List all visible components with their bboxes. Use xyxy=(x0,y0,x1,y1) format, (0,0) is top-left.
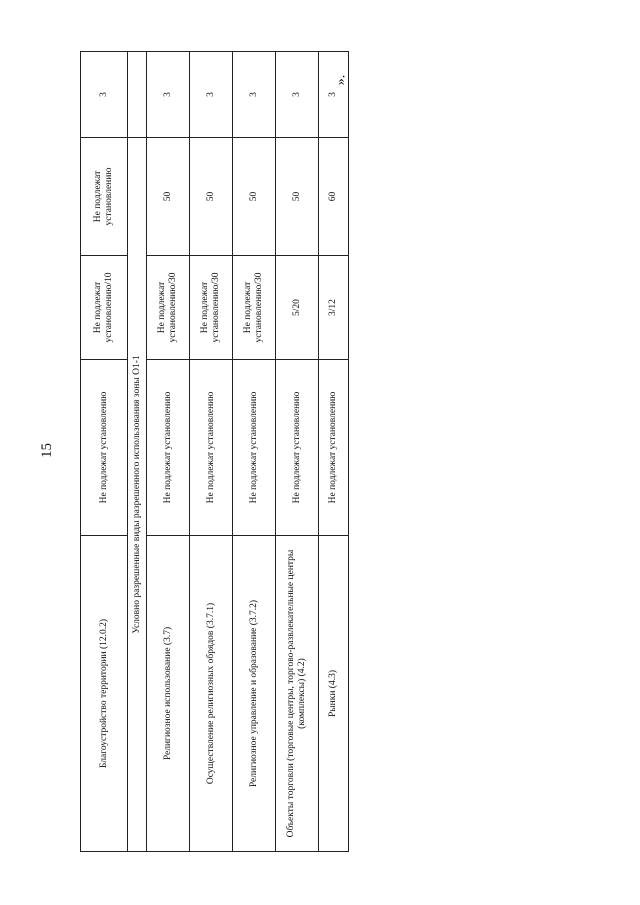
table-cell-use-type: Осуществление религиозных обрядов (3.7.1) xyxy=(190,536,233,852)
rotated-table-frame xyxy=(80,52,339,852)
section-header-row xyxy=(128,52,147,852)
table-cell-empty xyxy=(128,52,147,138)
table-cell-use-type: Благоустройство территории (12.0.2) xyxy=(81,536,128,852)
zoning-regulations-table xyxy=(80,51,349,852)
table-cell-use-type: Объекты торговли (торговые центры, торгово-развлекательные центры (комплексы) (4.2) xyxy=(276,536,319,852)
table-cell: 50 xyxy=(190,138,233,256)
table-cell: Не подлежат установлению/30 xyxy=(147,256,190,360)
page-number: 15 xyxy=(39,443,55,458)
table-cell: Не подлежат установлению xyxy=(81,138,128,256)
table-row xyxy=(190,52,233,852)
table-cell: 3 xyxy=(147,52,190,138)
table-cell: 3 xyxy=(319,52,349,138)
table-cell-use-type: Религиозное управление и образование (3.7.2) xyxy=(233,536,276,852)
table-cell: 3 xyxy=(276,52,319,138)
table-cell: Не подлежат установлению xyxy=(81,360,128,536)
table-cell: 60 xyxy=(319,138,349,256)
table-cell-use-type: Религиозное использование (3.7) xyxy=(147,536,190,852)
table-cell: Не подлежат установлению xyxy=(190,360,233,536)
closing-quote-mark: ». xyxy=(333,74,349,86)
table-cell-use-type: Рынки (4.3) xyxy=(319,536,349,852)
table-row xyxy=(319,52,349,852)
table-row xyxy=(81,52,128,852)
table-cell: 5/20 xyxy=(276,256,319,360)
table-row xyxy=(147,52,190,852)
table-cell: Не подлежат установлению/30 xyxy=(190,256,233,360)
table-cell: Не подлежат установлению xyxy=(319,360,349,536)
table-cell: Не подлежат установлению/10 xyxy=(81,256,128,360)
table-row xyxy=(233,52,276,852)
table-cell: 3/12 xyxy=(319,256,349,360)
table-cell: 50 xyxy=(276,138,319,256)
section-header: Условно разрешенные виды разрешенного использования зоны О1-1 xyxy=(128,138,147,852)
table-row xyxy=(276,52,319,852)
table-cell: 50 xyxy=(233,138,276,256)
table-cell: Не подлежат установлению/30 xyxy=(233,256,276,360)
table-cell: 3 xyxy=(81,52,128,138)
table-cell: Не подлежат установлению xyxy=(147,360,190,536)
table-cell: 3 xyxy=(190,52,233,138)
table-cell: Не подлежат установлению xyxy=(276,360,319,536)
table-cell: Не подлежат установлению xyxy=(233,360,276,536)
table-cell: 50 xyxy=(147,138,190,256)
table-cell: 3 xyxy=(233,52,276,138)
